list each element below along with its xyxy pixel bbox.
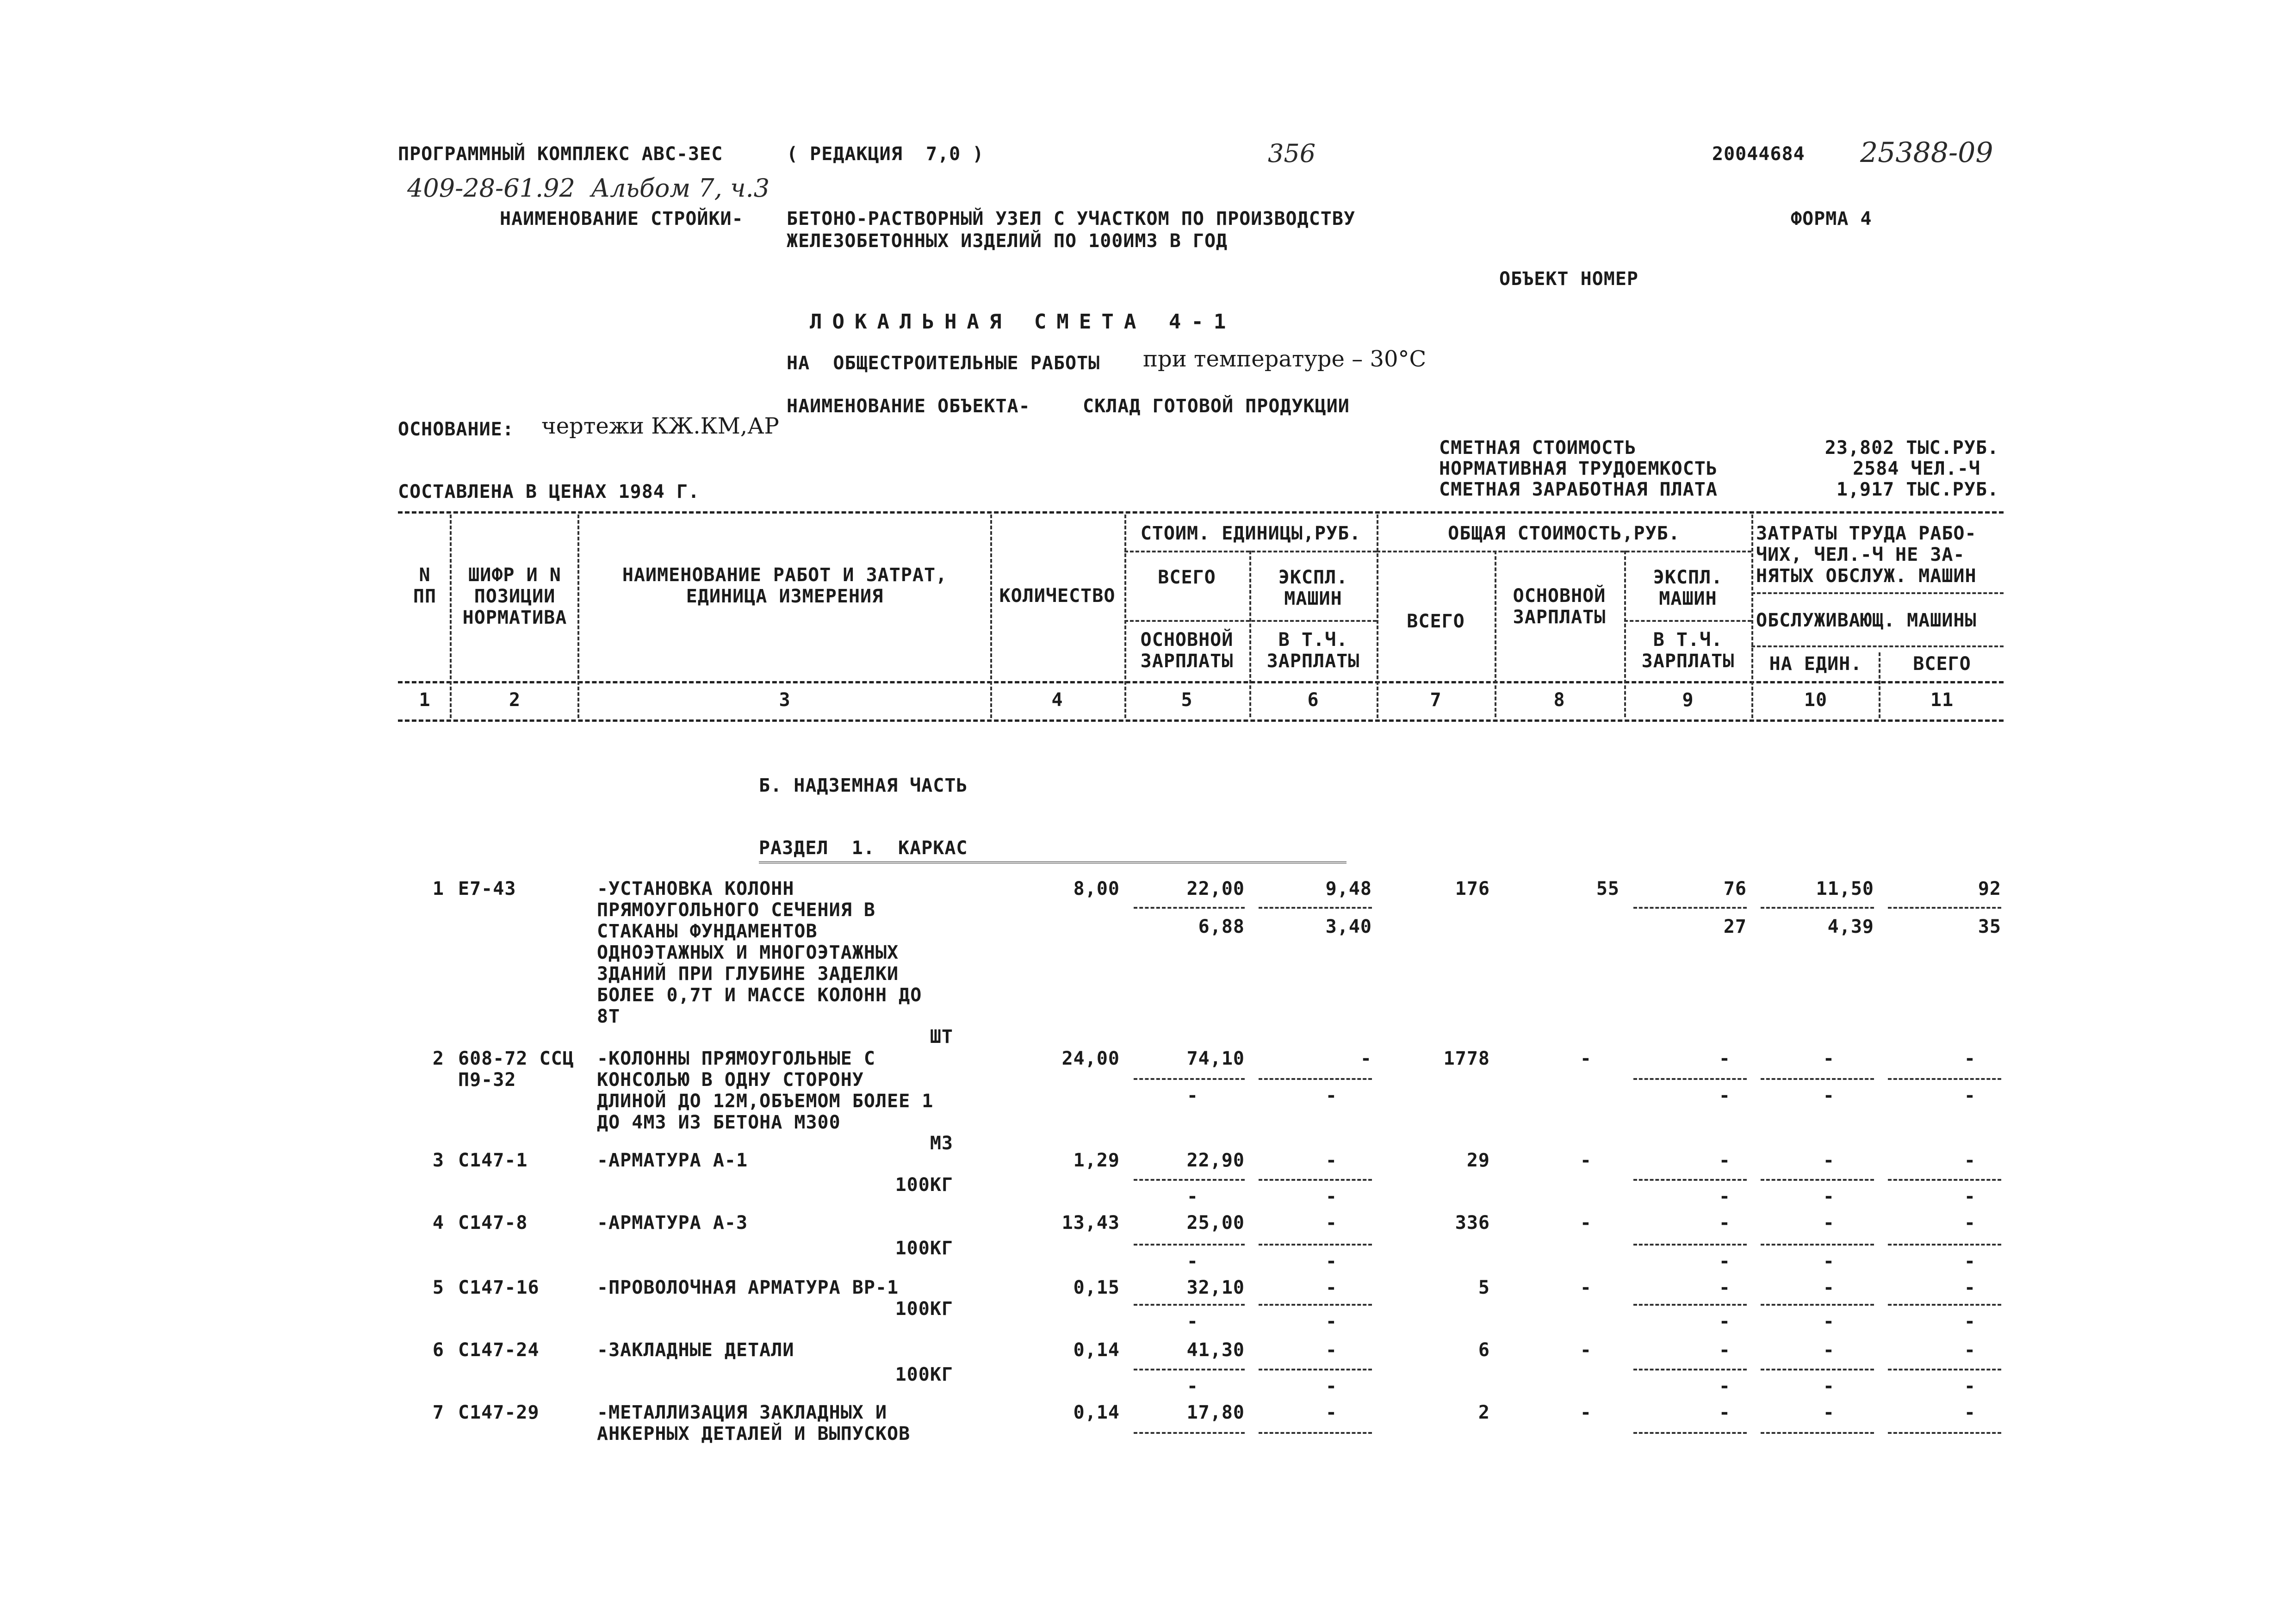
row-quantity: 8,00 xyxy=(1073,878,1120,899)
colnum: 9 xyxy=(1682,689,1694,711)
prices-year: СОСТАВЛЕНА В ЦЕНАХ 1984 Г. xyxy=(398,481,700,502)
row-name: -УСТАНОВКА КОЛОНН ПРЯМОУГОЛЬНОГО СЕЧЕНИЯ В СТАКАНЫ ФУНДАМЕНТОВ ОДНОЭТАЖНЫХ И МНОГОЭТАЖНЫХ ЗДАНИЙ ПРИ ГЛУБИНЕ ЗАДЕЛКИ БОЛЕЕ 0,7Т И МАССЕ КОЛОНН ДО 8Т xyxy=(597,878,922,1027)
row-unit-incl-pay: - xyxy=(1325,1376,1337,1397)
split-line xyxy=(1888,1244,2001,1246)
split-line xyxy=(1761,1432,1874,1434)
row-labor-total: - xyxy=(1964,1339,1976,1361)
row-labor-total-machine: - xyxy=(1964,1186,1976,1207)
split-line xyxy=(1888,1078,2001,1080)
row-quantity: 0,15 xyxy=(1073,1277,1120,1298)
row-name: -МЕТАЛЛИЗАЦИЯ ЗАКЛАДНЫХ И АНКЕРНЫХ ДЕТАЛЕЙ И ВЫПУСКОВ xyxy=(597,1402,911,1445)
colnum: 11 xyxy=(1930,689,1954,711)
row-unit-incl-pay: - xyxy=(1325,1085,1337,1106)
section-underline xyxy=(759,862,1347,866)
row-total-incl-pay: 27 xyxy=(1723,916,1747,937)
handwritten-album: 409-28-61.92 Альбом 7, ч.3 xyxy=(407,174,770,203)
row-unit-incl-pay: 3,40 xyxy=(1325,916,1372,937)
row-labor-unit: 11,50 xyxy=(1816,878,1874,899)
row-unit-base-pay: - xyxy=(1186,1251,1198,1272)
row-name: -ЗАКЛАДНЫЕ ДЕТАЛИ xyxy=(597,1339,794,1361)
row-name: -КОЛОННЫ ПРЯМОУГОЛЬНЫЕ С КОНСОЛЬЮ В ОДНУ СТОРОНУ ДЛИНОЙ ДО 12М,ОБЪЕМОМ БОЛЕЕ 1 ДО 4М3 ИЗ БЕТОНА М300 xyxy=(597,1048,934,1133)
row-number: 4 xyxy=(432,1212,444,1234)
row-name: -ПРОВОЛОЧНАЯ АРМАТУРА ВР-1 xyxy=(597,1277,899,1298)
colnum: 3 xyxy=(779,689,791,711)
summary-label-labor: НОРМАТИВНАЯ ТРУДОЕМКОСТЬ xyxy=(1439,458,1718,479)
row-code: С147-24 xyxy=(458,1339,540,1361)
row-quantity: 1,29 xyxy=(1073,1150,1120,1171)
row-labor-unit: - xyxy=(1823,1048,1835,1069)
table-header-rule xyxy=(398,681,2004,683)
row-total: 176 xyxy=(1455,878,1490,899)
object-name: СКЛАД ГОТОВОЙ ПРОДУКЦИИ xyxy=(1083,396,1350,417)
split-line xyxy=(1761,1244,1874,1246)
split-line xyxy=(1888,1179,2001,1181)
row-unit-expl: 9,48 xyxy=(1325,878,1372,899)
colnum: 8 xyxy=(1553,689,1565,711)
row-code: С147-8 xyxy=(458,1212,528,1234)
th-total-all: ВСЕГО xyxy=(1407,611,1465,632)
colnum: 7 xyxy=(1430,689,1442,711)
split-line xyxy=(1888,907,2001,909)
summary-value-labor: 2584 ЧЕЛ.-Ч xyxy=(1853,458,1980,479)
split-line xyxy=(1633,1078,1747,1080)
row-code: С147-1 xyxy=(458,1150,528,1171)
subrule xyxy=(1124,620,1377,622)
row-total-expl: - xyxy=(1719,1277,1731,1298)
row-unit-expl: - xyxy=(1325,1339,1337,1361)
row-unit-base-pay: - xyxy=(1186,1311,1198,1332)
row-quantity: 13,43 xyxy=(1061,1212,1120,1234)
row-total-expl: - xyxy=(1719,1339,1731,1361)
row-unit-total: 17,80 xyxy=(1186,1402,1245,1423)
row-name: -АРМАТУРА А-3 xyxy=(597,1212,748,1234)
split-line xyxy=(1134,1432,1245,1434)
row-labor-total: - xyxy=(1964,1048,1976,1069)
split-line xyxy=(1259,1304,1372,1306)
th-number: N ПП xyxy=(413,564,437,607)
row-unit: 100КГ xyxy=(895,1364,953,1385)
split-line xyxy=(1259,1078,1372,1080)
row-total-incl-pay: - xyxy=(1719,1251,1731,1272)
th-unit-total: ВСЕГО xyxy=(1158,567,1216,588)
object-label: НАИМЕНОВАНИЕ ОБЪЕКТА- xyxy=(787,396,1030,417)
split-line xyxy=(1259,907,1372,909)
program-name: ПРОГРАММНЫЙ КОМПЛЕКС АВС-3ЕС xyxy=(398,143,723,165)
row-total-expl: - xyxy=(1719,1048,1731,1069)
th-labor: ЗАТРАТЫ ТРУДА РАБО- ЧИХ, ЧЕЛ.-Ч НЕ ЗА- НЯТЫХ ОБСЛУЖ. МАШИН xyxy=(1756,523,1977,587)
colnum: 10 xyxy=(1804,689,1828,711)
subrule xyxy=(1124,551,1377,552)
row-total-incl-pay: - xyxy=(1719,1376,1731,1397)
row-total-base-pay: - xyxy=(1580,1212,1592,1234)
th-total-incl-pay: В Т.Ч. ЗАРПЛАТЫ xyxy=(1641,629,1735,672)
row-labor-unit: - xyxy=(1823,1339,1835,1361)
split-line xyxy=(1888,1369,2001,1370)
row-labor-unit-machine: - xyxy=(1823,1311,1835,1332)
split-line xyxy=(1761,1078,1874,1080)
split-line xyxy=(1259,1432,1372,1434)
row-unit-base-pay: 6,88 xyxy=(1198,916,1245,937)
table-top-rule xyxy=(398,511,2004,514)
subrule xyxy=(1624,620,1751,622)
row-unit-base-pay: - xyxy=(1186,1186,1198,1207)
subrule xyxy=(1751,592,2004,594)
summary-label-cost: СМЕТНАЯ СТОИМОСТЬ xyxy=(1439,437,1637,459)
row-total-base-pay: - xyxy=(1580,1150,1592,1171)
row-unit: 100КГ xyxy=(895,1238,953,1259)
table-colnum-rule xyxy=(398,719,2004,722)
row-number: 1 xyxy=(432,878,444,899)
row-number: 7 xyxy=(432,1402,444,1423)
split-line xyxy=(1134,907,1245,909)
row-number: 6 xyxy=(432,1339,444,1361)
construction-label: НАИМЕНОВАНИЕ СТРОЙКИ- xyxy=(500,208,744,229)
row-code: С147-29 xyxy=(458,1402,540,1423)
row-unit-incl-pay: - xyxy=(1325,1186,1337,1207)
works-handwritten: при температуре – 30°С xyxy=(1143,346,1427,372)
row-total: 2 xyxy=(1478,1402,1490,1423)
row-labor-unit-machine: - xyxy=(1823,1251,1835,1272)
row-total-incl-pay: - xyxy=(1719,1311,1731,1332)
row-unit-total: 22,90 xyxy=(1186,1150,1245,1171)
row-total-expl: - xyxy=(1719,1150,1731,1171)
row-total-expl: 76 xyxy=(1723,878,1747,899)
summary-label-wage: СМЕТНАЯ ЗАРАБОТНАЯ ПЛАТА xyxy=(1439,479,1718,500)
row-code: С147-16 xyxy=(458,1277,540,1298)
colnum: 1 xyxy=(419,689,431,711)
row-unit: М3 xyxy=(930,1133,953,1154)
summary-value-cost: 23,802 ТЫС.РУБ. xyxy=(1824,437,1999,459)
th-labor-total: ВСЕГО xyxy=(1913,653,1971,675)
construction-name-1: БЕТОНО-РАСТВОРНЫЙ УЗЕЛ С УЧАСТКОМ ПО ПРОИЗВОДСТВУ xyxy=(787,208,1356,229)
document-code: 20044684 xyxy=(1712,143,1805,165)
row-total-base-pay: - xyxy=(1580,1339,1592,1361)
row-total-base-pay: - xyxy=(1580,1048,1592,1069)
row-quantity: 24,00 xyxy=(1061,1048,1120,1069)
th-unit-cost: СТОИМ. ЕДИНИЦЫ,РУБ. xyxy=(1140,523,1361,544)
split-line xyxy=(1761,1179,1874,1181)
row-code: 608-72 ССЦ П9-32 xyxy=(458,1048,574,1091)
subrule xyxy=(1751,645,2004,647)
split-line xyxy=(1134,1078,1245,1080)
row-total: 1778 xyxy=(1443,1048,1490,1069)
th-name: НАИМЕНОВАНИЕ РАБОТ И ЗАТРАТ, ЕДИНИЦА ИЗМЕРЕНИЯ xyxy=(622,564,948,607)
row-unit: 100КГ xyxy=(895,1298,953,1320)
row-labor-unit: - xyxy=(1823,1150,1835,1171)
row-unit-expl: - xyxy=(1325,1277,1337,1298)
split-line xyxy=(1888,1304,2001,1306)
row-unit-incl-pay: - xyxy=(1325,1311,1337,1332)
th-total-cost: ОБЩАЯ СТОИМОСТЬ,РУБ. xyxy=(1448,523,1680,544)
th-unit-expl: ЭКСПЛ. МАШИН xyxy=(1278,567,1348,609)
row-labor-total: - xyxy=(1964,1150,1976,1171)
row-labor-total-machine: - xyxy=(1964,1376,1976,1397)
split-line xyxy=(1259,1179,1372,1181)
th-code: ШИФР И N ПОЗИЦИИ НОРМАТИВА xyxy=(462,564,567,628)
th-unit-incl-pay: В Т.Ч. ЗАРПЛАТЫ xyxy=(1266,629,1360,672)
row-code: Е7-43 xyxy=(458,878,516,899)
row-total: 5 xyxy=(1478,1277,1490,1298)
row-unit: 100КГ xyxy=(895,1174,953,1196)
page-number: 356 xyxy=(1268,139,1316,168)
th-quantity: КОЛИЧЕСТВО xyxy=(999,585,1116,607)
split-line xyxy=(1633,1179,1747,1181)
row-labor-total: - xyxy=(1964,1402,1976,1423)
split-line xyxy=(1259,1244,1372,1246)
split-line xyxy=(1633,1304,1747,1306)
row-unit-total: 25,00 xyxy=(1186,1212,1245,1234)
row-labor-unit: - xyxy=(1823,1277,1835,1298)
row-unit-expl: - xyxy=(1325,1212,1337,1234)
row-unit-base-pay: - xyxy=(1186,1085,1198,1106)
row-labor-unit-machine: - xyxy=(1823,1186,1835,1207)
row-labor-unit-machine: - xyxy=(1823,1376,1835,1397)
row-total-incl-pay: - xyxy=(1719,1085,1731,1106)
col-separator xyxy=(450,515,452,718)
row-labor-total-machine: - xyxy=(1964,1251,1976,1272)
row-total-expl: - xyxy=(1719,1212,1731,1234)
split-line xyxy=(1134,1304,1245,1306)
split-line xyxy=(1633,1369,1747,1370)
row-quantity: 0,14 xyxy=(1073,1402,1120,1423)
split-line xyxy=(1633,907,1747,909)
row-labor-unit-machine: - xyxy=(1823,1085,1835,1106)
section-title: РАЗДЕЛ 1. КАРКАС xyxy=(759,837,968,859)
colnum: 4 xyxy=(1051,689,1063,711)
col-separator xyxy=(990,515,992,718)
row-labor-total: - xyxy=(1964,1212,1976,1234)
row-unit-total: 32,10 xyxy=(1186,1277,1245,1298)
row-labor-total-machine: 35 xyxy=(1978,916,2001,937)
split-line xyxy=(1259,1369,1372,1370)
th-total-expl: ЭКСПЛ. МАШИН xyxy=(1653,567,1723,609)
split-line xyxy=(1633,1432,1747,1434)
row-labor-total-machine: - xyxy=(1964,1085,1976,1106)
row-labor-total: 92 xyxy=(1978,878,2001,899)
row-total: 6 xyxy=(1478,1339,1490,1361)
row-unit-expl: - xyxy=(1360,1048,1372,1069)
th-total-base-pay: ОСНОВНОЙ ЗАРПЛАТЫ xyxy=(1513,585,1606,628)
th-labor-per-unit: НА ЕДИН. xyxy=(1769,653,1862,675)
split-line xyxy=(1134,1244,1245,1246)
col-separator xyxy=(577,515,579,718)
row-unit-total: 74,10 xyxy=(1186,1048,1245,1069)
col-separator xyxy=(1124,515,1126,718)
row-quantity: 0,14 xyxy=(1073,1339,1120,1361)
split-line xyxy=(1134,1179,1245,1181)
row-number: 2 xyxy=(432,1048,444,1069)
row-unit-expl: - xyxy=(1325,1402,1337,1423)
colnum: 5 xyxy=(1181,689,1193,711)
row-total-base-pay: - xyxy=(1580,1277,1592,1298)
row-labor-total: - xyxy=(1964,1277,1976,1298)
row-total: 336 xyxy=(1455,1212,1490,1234)
row-total-incl-pay: - xyxy=(1719,1186,1731,1207)
row-total-base-pay: - xyxy=(1580,1402,1592,1423)
subrule xyxy=(1377,551,1751,552)
row-number: 5 xyxy=(432,1277,444,1298)
split-line xyxy=(1761,907,1874,909)
basis-label: ОСНОВАНИЕ: xyxy=(398,419,514,440)
edition: ( РЕДАКЦИЯ 7,0 ) xyxy=(787,143,984,165)
row-total-base-pay: 55 xyxy=(1596,878,1620,899)
row-unit-incl-pay: - xyxy=(1325,1251,1337,1272)
row-unit-base-pay: - xyxy=(1186,1376,1198,1397)
works-prefix: НА ОБЩЕСТРОИТЕЛЬНЫЕ РАБОТЫ xyxy=(787,353,1100,374)
handwritten-code: 25388-09 xyxy=(1860,136,1993,169)
row-unit-total: 22,00 xyxy=(1186,878,1245,899)
object-number: ОБЪЕКТ НОМЕР xyxy=(1499,268,1638,290)
summary-value-wage: 1,917 ТЫС.РУБ. xyxy=(1836,479,1999,500)
estimate-title: ЛОКАЛЬНАЯ СМЕТА 4-1 xyxy=(810,310,1236,334)
row-name: -АРМАТУРА А-1 xyxy=(597,1150,748,1171)
row-unit-expl: - xyxy=(1325,1150,1337,1171)
split-line xyxy=(1888,1432,2001,1434)
th-unit-base-pay: ОСНОВНОЙ ЗАРПЛАТЫ xyxy=(1140,629,1234,672)
row-number: 3 xyxy=(432,1150,444,1171)
row-labor-unit: - xyxy=(1823,1402,1835,1423)
th-labor-machine: ОБСЛУЖИВАЮЩ. МАШИНЫ xyxy=(1756,610,1977,631)
split-line xyxy=(1633,1244,1747,1246)
row-labor-unit: - xyxy=(1823,1212,1835,1234)
split-line xyxy=(1761,1369,1874,1370)
row-total: 29 xyxy=(1466,1150,1490,1171)
basis-value: чертежи КЖ.КМ,АР xyxy=(541,413,779,439)
col-separator xyxy=(1751,515,1753,718)
form-number: ФОРМА 4 xyxy=(1791,208,1872,229)
colnum: 2 xyxy=(509,689,521,711)
colnum: 6 xyxy=(1307,689,1319,711)
split-line xyxy=(1761,1304,1874,1306)
row-unit: ШТ xyxy=(930,1026,953,1048)
part-title: Б. НАДЗЕМНАЯ ЧАСТЬ xyxy=(759,775,968,796)
row-labor-total-machine: - xyxy=(1964,1311,1976,1332)
row-labor-unit-machine: 4,39 xyxy=(1827,916,1874,937)
split-line xyxy=(1134,1369,1245,1370)
row-total-expl: - xyxy=(1719,1402,1731,1423)
row-unit-total: 41,30 xyxy=(1186,1339,1245,1361)
construction-name-2: ЖЕЛЕЗОБЕТОННЫХ ИЗДЕЛИЙ ПО 100ИМ3 В ГОД xyxy=(787,230,1228,252)
